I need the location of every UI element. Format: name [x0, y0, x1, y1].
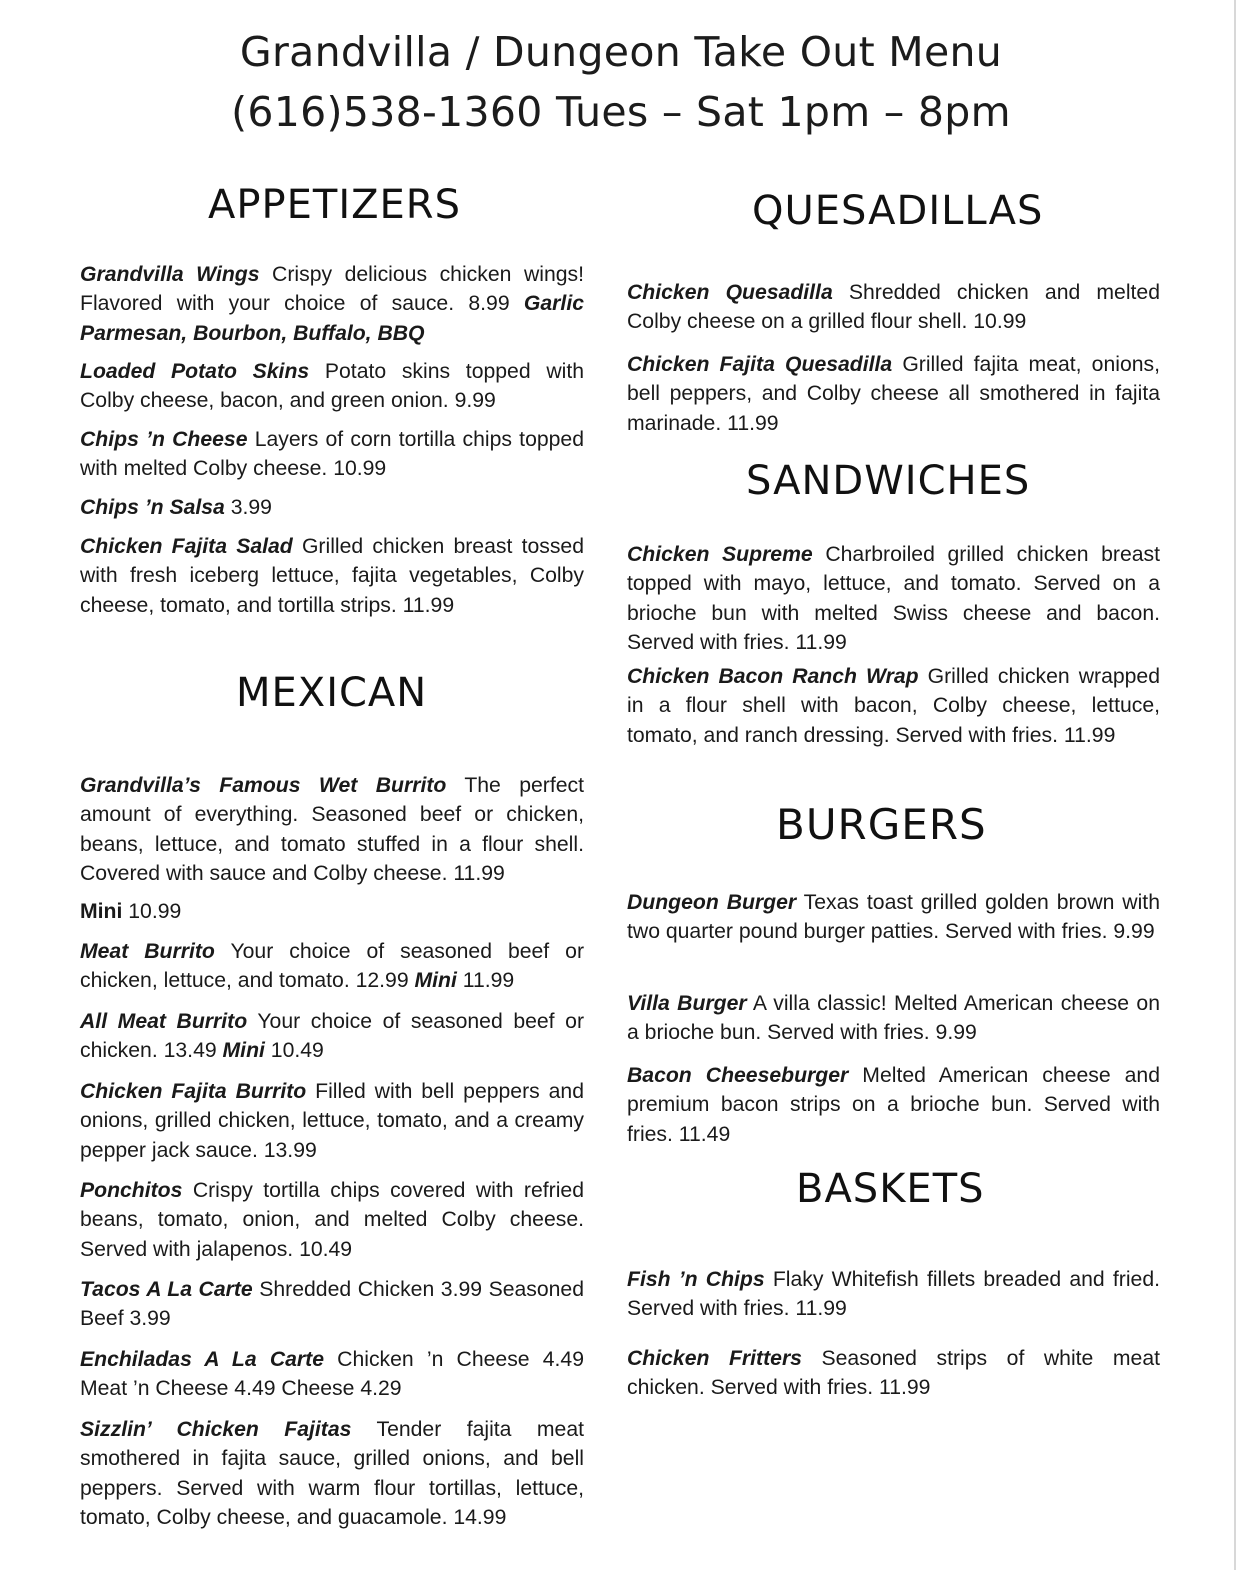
menu-item-villa-burger: Villa Burger A villa classic! Melted American cheese on a brioche bun. Served with fries. 9.99 [627, 992, 1160, 1045]
menu-item-chips-n-cheese: Chips ’n Cheese Layers of corn tortilla chips topped with melted Colby cheese. 10.99 [80, 428, 584, 481]
menu-item-wet-burrito-mini: Mini 10.99 [80, 900, 182, 923]
section-quesadillas: QUESADILLAS [752, 188, 1044, 234]
section-baskets: BASKETS [796, 1166, 985, 1212]
menu-item-ponchitos: Ponchitos Crispy tortilla chips covered with refried beans, tomato, onion, and melted Colby cheese. Served with jalapenos. 10.49 [80, 1179, 584, 1261]
menu-item-tacos: Tacos A La Carte Shredded Chicken 3.99 Seasoned Beef 3.99 [80, 1278, 584, 1331]
menu-item-wet-burrito: Grandvilla’s Famous Wet Burrito The perfect amount of everything. Seasoned beef or chicken, beans, lettuce, and tomato stuffed in a flour shell. Covered with sauce and Colby cheese. 11.99 [80, 774, 584, 885]
menu-item-chicken-bacon-ranch-wrap: Chicken Bacon Ranch Wrap Grilled chicken wrapped in a flour shell with bacon, Colby cheese, lettuce, tomato, and ranch dressing. Served with fries. 11.99 [627, 665, 1160, 747]
menu-item-chicken-quesadilla: Chicken Quesadilla Shredded chicken and melted Colby cheese on a grilled flour shell. 10.99 [627, 281, 1161, 334]
section-sandwiches: SANDWICHES [746, 458, 1031, 504]
menu-item-chicken-supreme: Chicken Supreme Charbroiled grilled chicken breast topped with mayo, lettuce, and tomato. Served on a brioche bun with melted Swiss cheese and bacon. Served with fries. 11.99 [627, 543, 1160, 654]
menu-item-enchiladas: Enchiladas A La Carte Chicken ’n Cheese 4.49 Meat ’n Cheese 4.49 Cheese 4.29 [80, 1348, 584, 1401]
menu-item-sizzlin-fajitas: Sizzlin’ Chicken Fajitas Tender fajita meat smothered in fajita sauce, grilled onions, and bell peppers. Served with warm flour tortillas, lettuce, tomato, Colby cheese, and guacamole. 14.99 [80, 1418, 584, 1529]
menu-item-dungeon-burger: Dungeon Burger Texas toast grilled golden brown with two quarter pound burger patties. Served with fries. 9.99 [627, 891, 1160, 944]
menu-item-chicken-fajita-quesadilla: Chicken Fajita Quesadilla Grilled fajita meat, onions, bell peppers, and Colby cheese all smothered in fajita marinade. 11.99 [627, 353, 1160, 435]
section-burgers: BURGERS [776, 800, 987, 849]
menu-item-chips-n-salsa: Chips ’n Salsa 3.99 [80, 496, 272, 519]
menu-item-loaded-potato-skins: Loaded Potato Skins Potato skins topped with Colby cheese, bacon, and green onion. 9.99 [80, 360, 584, 413]
menu-title: Grandvilla / Dungeon Take Out Menu [239, 28, 1003, 76]
page-edge [1234, 0, 1236, 1570]
menu-item-chicken-fritters: Chicken Fritters Seasoned strips of white meat chicken. Served with fries. 11.99 [627, 1347, 1160, 1400]
menu-item-fish-n-chips: Fish ’n Chips Flaky Whitefish fillets breaded and fried. Served with fries. 11.99 [627, 1268, 1160, 1321]
menu-item-meat-burrito: Meat Burrito Your choice of seasoned beef or chicken, lettuce, and tomato. 12.99 Mini 11.99 [80, 940, 585, 993]
menu-item-all-meat-burrito: All Meat Burrito Your choice of seasoned beef or chicken. 13.49 Mini 10.49 [80, 1010, 584, 1063]
menu-item-grandvilla-wings: Grandvilla Wings Crispy delicious chicken wings! Flavored with your choice of sauce. 8.99 Garlic Parmesan, Bourbon, Buffalo, BBQ [80, 263, 584, 345]
menu-item-chicken-fajita-burrito: Chicken Fajita Burrito Filled with bell peppers and onions, grilled chicken, lettuce, tomato, and a creamy pepper jack sauce. 13.99 [80, 1080, 585, 1162]
section-appetizers: APPETIZERS [208, 182, 461, 228]
contact-hours: (616)538-1360 Tues – Sat 1pm – 8pm [231, 88, 1011, 136]
section-mexican: MEXICAN [236, 670, 428, 716]
menu-item-bacon-cheeseburger: Bacon Cheeseburger Melted American cheese and premium bacon strips on a brioche bun. Served with fries. 11.49 [627, 1064, 1160, 1146]
menu-item-chicken-fajita-salad: Chicken Fajita Salad Grilled chicken breast tossed with fresh iceberg lettuce, fajita vegetables, Colby cheese, tomato, and tortilla strips. 11.99 [80, 535, 584, 617]
